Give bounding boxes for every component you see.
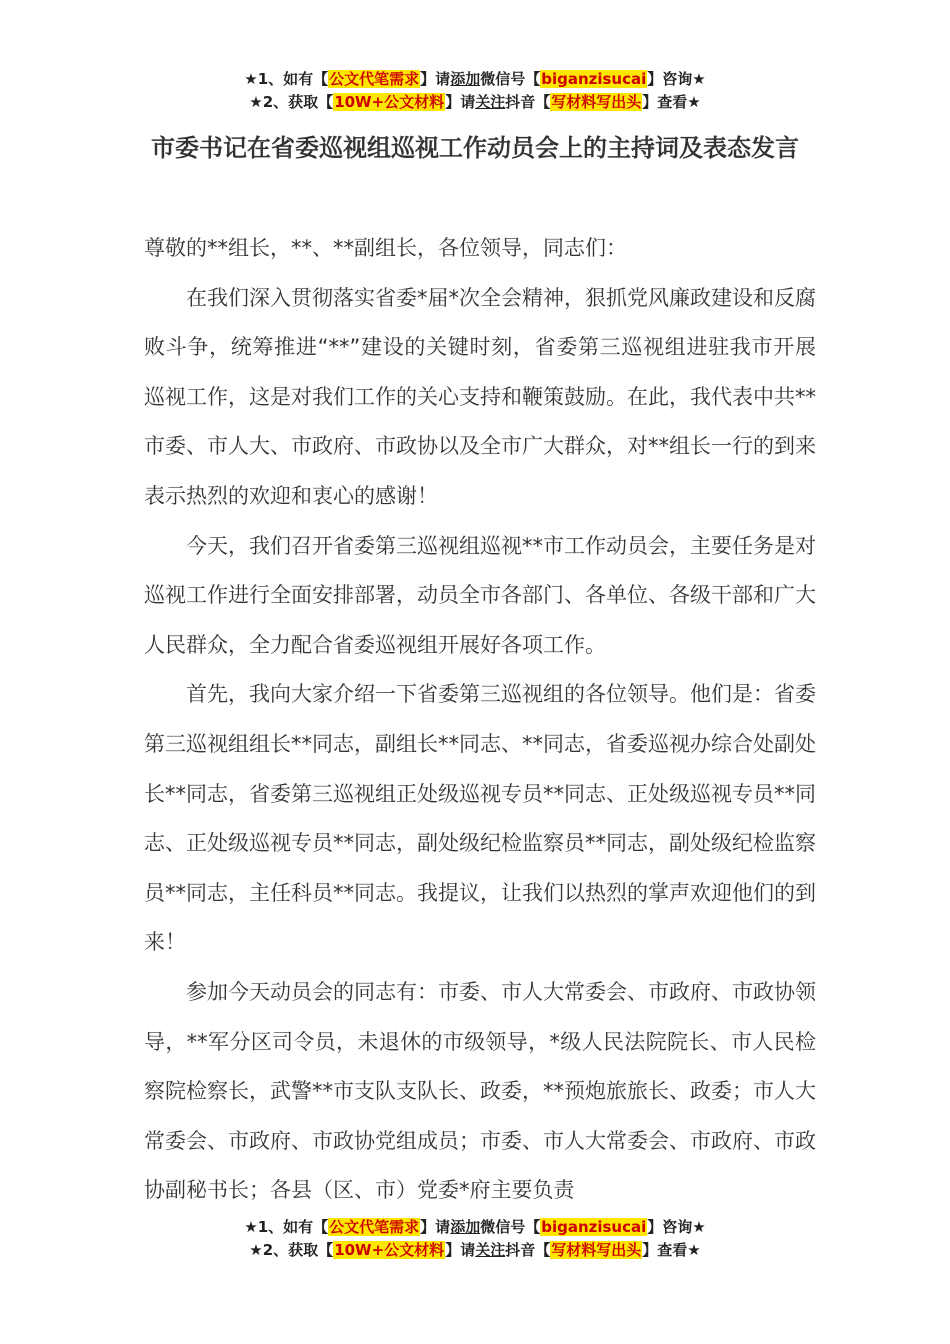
footer-banner-line-1	[0, 1216, 950, 1239]
banner-underline: 添加	[450, 70, 481, 88]
banner-text: 】请	[445, 1241, 476, 1259]
footer-banner	[0, 1216, 950, 1262]
banner-text: 】查看★	[642, 93, 701, 111]
banner-underline: 关注	[475, 1241, 506, 1259]
banner-highlight-wechat-id: biganzisucai	[541, 70, 647, 88]
banner-text: 微信号【	[480, 70, 541, 88]
banner-text: ★1、如有【	[244, 1218, 329, 1236]
banner-highlight-douyin-id: 写材料写出头	[551, 93, 642, 111]
banner-highlight: 公文代笔需求	[329, 70, 420, 88]
banner-underline: 添加	[450, 1218, 481, 1236]
header-banner	[0, 68, 950, 114]
banner-underline: 关注	[475, 93, 506, 111]
document-body	[144, 224, 816, 1216]
banner-highlight: 10W+公文材料	[334, 93, 445, 111]
banner-text: ★2、获取【	[249, 1241, 334, 1259]
banner-text: 】请	[445, 93, 476, 111]
footer-banner-line-2	[0, 1239, 950, 1262]
banner-highlight-wechat-id: biganzisucai	[541, 1218, 647, 1236]
banner-text: ★1、如有【	[244, 70, 329, 88]
banner-text: 】咨询★	[647, 1218, 706, 1236]
banner-text: ★2、获取【	[249, 93, 334, 111]
banner-highlight: 公文代笔需求	[329, 1218, 420, 1236]
banner-text: 】请	[420, 70, 451, 88]
document-title: 市委书记在省委巡视组巡视工作动员会上的主持词及表态发言	[151, 134, 799, 162]
paragraph: 在我们深入贯彻落实省委*届*次全会精神，狠抓党风廉政建设和反腐败斗争，统筹推进“**”建设的关键时刻，省委第三巡视组进驻我市开展巡视工作，这是对我们工作的关心支持和鞭策鼓励。在此，我代表中共**市委、市人大、市政府、市政协以及全市广大群众，对**组长一行的到来表示热烈的欢迎和衷心的感谢！	[144, 285, 816, 508]
greeting: 尊敬的**组长，**、**副组长，各位领导，同志们：	[144, 236, 627, 260]
banner-highlight-douyin-id: 写材料写出头	[551, 1241, 642, 1259]
banner-text: 】请	[420, 1218, 451, 1236]
paragraph: 首先，我向大家介绍一下省委第三巡视组的各位领导。他们是：省委第三巡视组组长**同志，副组长**同志、**同志，省委巡视办综合处副处长**同志，省委第三巡视组正处级巡视专员**同志、正处级巡视专员**同志、正处级巡视专员**同志，副处级纪检监察员**同志，副处级纪检监察员**同志，主任科员**同志。我提议，让我们以热烈的掌声欢迎他们的到来！	[144, 682, 816, 955]
banner-text: 】查看★	[642, 1241, 701, 1259]
header-banner-line-1	[0, 68, 950, 91]
banner-text: 微信号【	[480, 1218, 541, 1236]
header-banner-line-2	[0, 91, 950, 114]
paragraph: 今天，我们召开省委第三巡视组巡视**市工作动员会，主要任务是对巡视工作进行全面安排部署，动员全市各部门、各单位、各级干部和广大人民群众，全力配合省委巡视组开展好各项工作。	[144, 533, 816, 657]
banner-text: 抖音【	[505, 1241, 551, 1259]
paragraph: 参加今天动员会的同志有：市委、市人大常委会、市政府、市政协领导，**军分区司令员，未退休的市级领导，*级人民法院院长、市人民检察院检察长，武警**市支队支队长、政委，**预炮旅旅长、政委；市人大常委会、市政府、市政协党组成员；市委、市人大常委会、市政府、市政协副秘书长；各县（区、市）党委*府主要负责	[144, 979, 816, 1203]
banner-text: 】咨询★	[647, 70, 706, 88]
banner-highlight: 10W+公文材料	[334, 1241, 445, 1259]
banner-text: 抖音【	[505, 93, 551, 111]
